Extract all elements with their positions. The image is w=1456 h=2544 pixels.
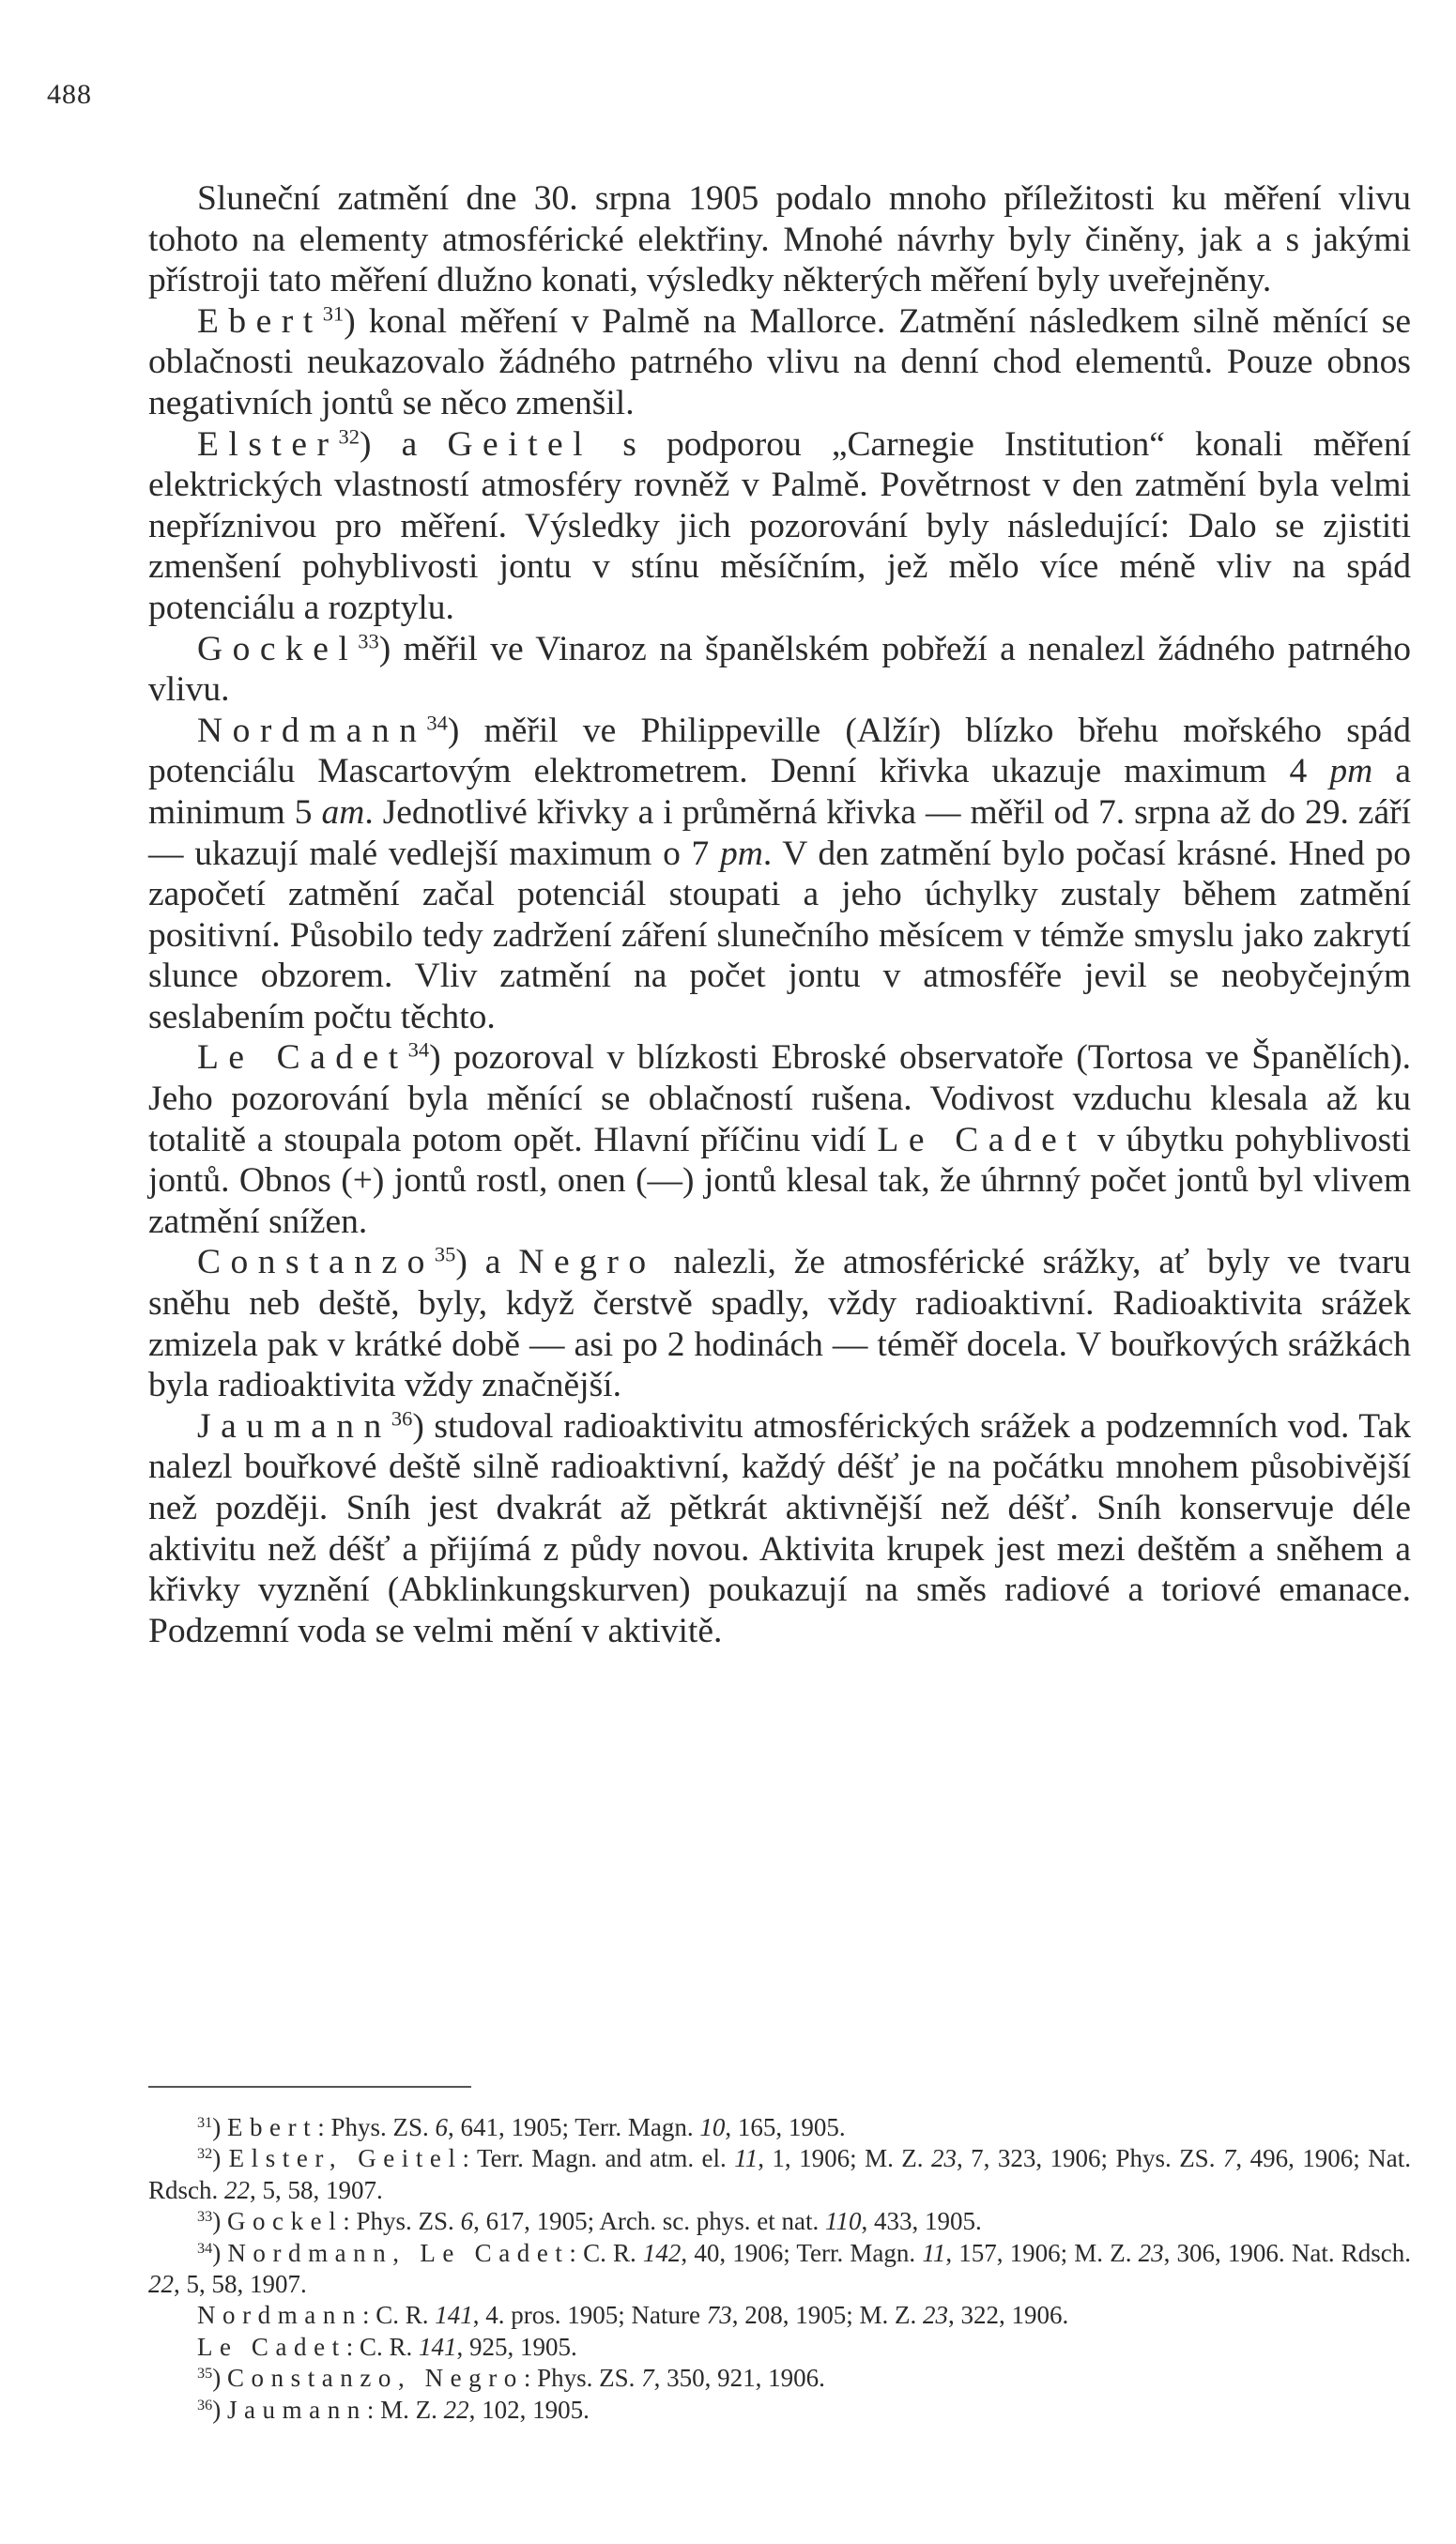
footnote-divider	[148, 2086, 471, 2088]
author-name: Le Cadet	[197, 1038, 408, 1078]
author-name: Nordmann	[197, 2301, 362, 2330]
footnote-number: 35	[197, 2365, 213, 2383]
footnote-ref: 32	[338, 424, 360, 449]
paragraph: Gockel$^{33}$) měřil ve Vinaroz na španělském pobřeží a nenalezl žádného patrného vlivu.	[148, 629, 1411, 710]
footnote-number: 34	[197, 2239, 213, 2257]
author-name: Jaumann	[197, 1406, 391, 1446]
author-name: Constanzo	[197, 1243, 435, 1282]
paragraph: Nordmann$^{34}$) měřil ve Philippeville (Alžír) blízko břehu mořského spád potenciálu Mascartovým elektrometrem. Denní křivka ukazuje maximum 4 pm a minimum 5 am. Jednotlivé křivky a i průměrná křivka — měřil od 7. srpna až do 29. září — ukazují malé vedlejší maximum o 7 pm. V den zatmění bylo počasí krásné. Hned po započetí zatmění začal potenciál stoupati a jeho úchylky zustaly během zatmění positivní. Působilo tedy zadržení záření slunečního měsícem v témže smyslu jako zakrytí slunce obzorem. Vliv zatmění na počet jontu v atmosféře jevil se neobyčejným seslabením počtu těchto.	[148, 711, 1412, 1036]
author-name: Constanzo, Negro	[226, 2364, 524, 2393]
author-name: Elster, Geitel	[228, 2144, 463, 2173]
paragraph: Ebert$^{31}$) konal měření v Palmě na Mallorce. Zatmění následkem silně měnící se oblačnosti neukazovalo žádného patrného vlivu na denní chod elementů. Pouze obnos negativních jontů se něco zmenšil.	[148, 301, 1411, 422]
paragraph: Sluneční zatmění dne 30. srpna 1905 podalo mnoho příležitosti ku měření vlivu tohoto na elementy atmosférické elektřiny. Mnohé návrhy byly činěny, jak a s jakými přístroji tato měření dlužno konati, výsledky některých měření byly uveřejněny.	[148, 179, 1411, 300]
author-name: Le Cadet	[877, 1120, 1087, 1159]
author-name: Gockel	[197, 629, 359, 668]
footnote-number: 36	[197, 2396, 213, 2414]
author-name: Jaumann	[226, 2395, 367, 2424]
paragraph: Jaumann$^{36}$) studoval radioaktivitu atmosférických srážek a podzemních vod. Tak nalezl bouřkové deště silně radioaktivní, každý déšť je na počátku mnohem působivější než později. Sníh jest dvakrát až pětkrát aktivnější než déšť. Sníh konservuje déle aktivitu než déšť a přijímá z půdy novou. Aktivita krupek jest mezi deštěm a sněhem a křivky vyznění (Abklinkungskurven) poukazují na směs radiové a toriové emanace. Podzemní voda se velmi mění v aktivitě.	[148, 1406, 1411, 1650]
footnote: $^{34}$) Nordmann, Le Cadet: C. R. 142, 40, 1906; Terr. Magn. 11, 157, 1906; M. Z. 23, 306, 1906. Nat. Rdsch. 22, 5, 58, 1907.	[148, 2238, 1411, 2299]
author-name: Elster	[197, 424, 339, 464]
footnote-ref: 33	[358, 629, 379, 653]
footnote: $^{31}$) Ebert: Phys. ZS. 6, 641, 1905; Terr. Magn. 10, 165, 1905.	[197, 2113, 846, 2141]
footnote-ref: 36	[391, 1406, 413, 1431]
author-name: Negro	[518, 1243, 656, 1282]
footnote-number: 33	[197, 2208, 213, 2226]
footnote-ref: 31	[322, 301, 345, 326]
page-number: 488	[47, 79, 92, 110]
footnote: $^{32}$) Elster, Geitel: Terr. Magn. and atm. el. 11, 1, 1906; M. Z. 23, 7, 323, 1906; Phys. ZS. 7, 496, 1906; Nat. Rdsch. 22, 5, 58, 1907.	[148, 2144, 1411, 2204]
author-name: Ebert	[197, 301, 323, 341]
author-name: Ebert	[226, 2113, 318, 2141]
footnote-number: 31	[197, 2114, 213, 2132]
footnote-number: 32	[197, 2145, 213, 2163]
footnote: Le Cadet: C. R. 141, 925, 1905.	[197, 2332, 577, 2361]
footnote-ref: 34	[407, 1038, 430, 1063]
body-text	[148, 178, 1411, 1651]
footnote: $^{33}$) Gockel: Phys. ZS. 6, 617, 1905; Arch. sc. phys. et nat. 110, 433, 1905.	[197, 2207, 982, 2236]
author-name: Gockel	[226, 2207, 344, 2236]
footnote: Nordmann: C. R. 141, 4. pros. 1905; Nature 73, 208, 1905; M. Z. 23, 322, 1906.	[197, 2301, 1069, 2330]
author-name: Geitel	[447, 424, 593, 464]
author-name: Nordmann, Le Cadet	[227, 2238, 570, 2267]
paragraph: Constanzo$^{35}$) a Negro nalezli, že atmosférické srážky, ať byly ve tvaru sněhu neb deště, byly, když čerstvě spadly, vždy radioaktivní. Radioaktivita srážek zmizela pak v krátké době — asi po 2 hodinách — téměř docela. V bouřkových srážkách byla radioaktivita vždy značnější.	[148, 1243, 1411, 1405]
paragraph: Le Cadet$^{34}$) pozoroval v blízkosti Ebroské observatoře (Tortosa ve Španělích). Jeho pozorování byla měnící se oblačností rušena. Vodivost vzduchu klesala až ku totalitě a stoupala potom opět. Hlavní příčinu vidí Le Cadet v úbytku pohyblivosti jontů. Obnos (+) jontů rostl, onen (—) jontů klesal tak, že úhrnný počet jontů byl vlivem zatmění snížen.	[148, 1038, 1411, 1241]
author-name: Le Cadet	[197, 2332, 346, 2361]
paragraph: Elster$^{32}$) a Geitel s podporou „Carnegie Institution“ konali měření elektrických vlastností atmosféry rovněž v Palmě. Povětrnost v den zatmění byla velmi nepříznivou pro měření. Výsledky jich pozorování byly následující: Dalo se zjistiti zmenšení pohyblivosti jontu v stínu měsíčním, jež mělo více méně vliv na spád potenciálu a rozptylu.	[148, 424, 1411, 627]
author-name: Nordmann	[197, 711, 427, 750]
footnote-ref: 34	[426, 711, 448, 735]
footnote: $^{36}$) Jaumann: M. Z. 22, 102, 1905.	[197, 2395, 590, 2424]
footnote: $^{35}$) Constanzo, Negro: Phys. ZS. 7, 350, 921, 1906.	[197, 2364, 825, 2393]
footnote-ref: 35	[434, 1243, 456, 1267]
footnotes	[148, 2112, 1411, 2426]
